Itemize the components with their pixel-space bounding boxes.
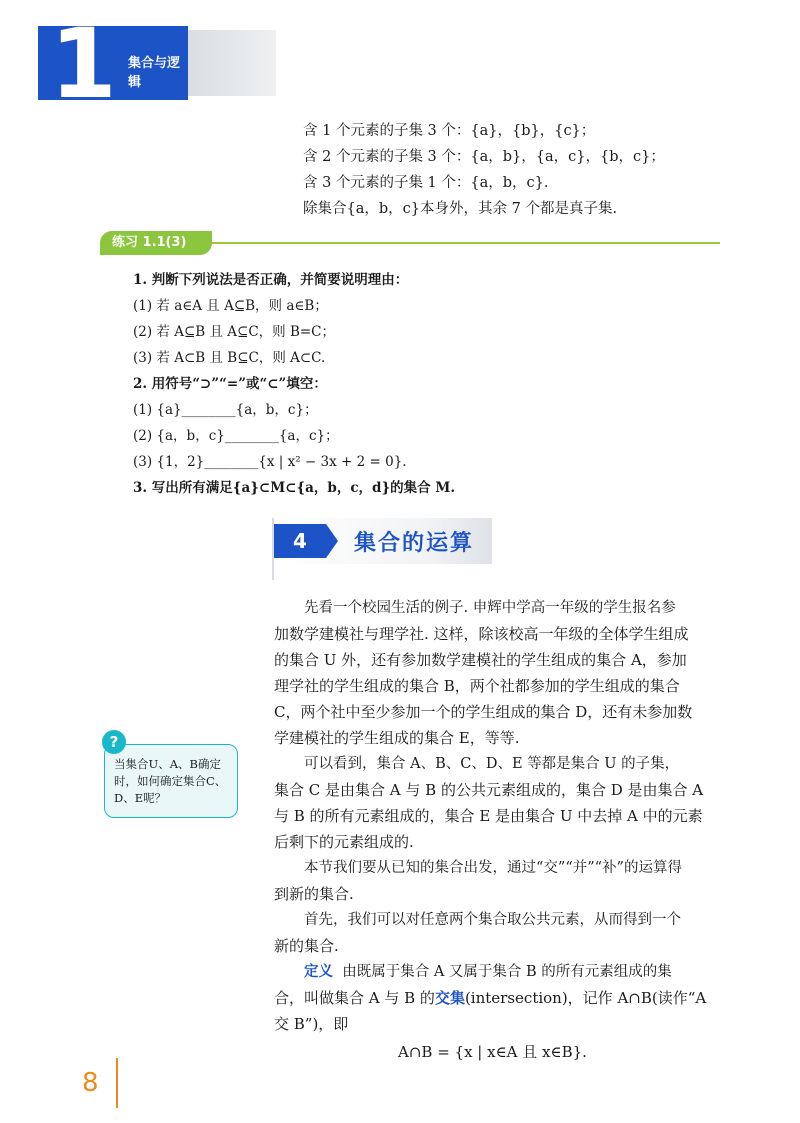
definition-term: 交集 — [434, 989, 465, 1007]
exercise-line: 2. 用符号“⊃”“=”或“⊂”填空： — [133, 376, 327, 392]
exercise-line: (1) {a}________{a，b，c}； — [133, 402, 318, 418]
exercise-line: (2) {a，b，c}________{a，c}； — [133, 428, 339, 444]
intro-line: 除集合{a，b，c}本身外，其余 7 个都是真子集. — [303, 201, 618, 217]
definition-line — [304, 960, 672, 984]
body-line: 新的集合. — [274, 937, 339, 955]
page-number-rule — [116, 1058, 118, 1108]
intro-line: 含 2 个元素的子集 3 个：{a，b}，{a，c}，{b，c}； — [303, 149, 665, 165]
chapter-number: 1 — [50, 8, 115, 120]
section-number: 4 — [274, 524, 326, 558]
definition-text: (intersection)，记作 A∩B(读作“A — [464, 989, 707, 1007]
definition-formula: A∩B = {x | x∈A 且 x∈B}. — [398, 1043, 587, 1061]
body-line: 集合 C 是由集合 A 与 B 的公共元素组成的，集合 D 是由集合 A — [274, 781, 704, 799]
chapter-title: 集合与逻辑 — [128, 56, 181, 90]
side-note-text: 当集合U、A、B确定时，如何确定集合C、D、E呢？ — [114, 757, 227, 805]
exercise-line: (2) 若 A⊆B 且 A⊆C，则 B=C； — [133, 324, 336, 340]
page-number: 8 — [82, 1068, 99, 1098]
body-line: 的集合 U 外，还有参加数学建模社的学生组成的集合 A，参加 — [274, 651, 687, 669]
exercise-line: 3. 写出所有满足{a}⊂M⊂{a，b，c，d}的集合 M. — [133, 480, 456, 496]
body-line: 后剩下的元素组成的. — [274, 833, 414, 851]
body-line: 先看一个校园生活的例子. 申辉中学高一年级的学生报名参 — [304, 600, 676, 616]
body-line: 本节我们要从已知的集合出发，通过“交”“并”“补”的运算得 — [304, 860, 682, 876]
body-line: 与 B 的所有元素组成的，集合 E 是由集合 U 中去掉 A 中的元素 — [274, 807, 703, 825]
body-line: 加数学建模社与理学社. 这样，除该校高一年级的全体学生组成 — [274, 625, 689, 643]
body-line: 可以看到，集合 A、B、C、D、E 等都是集合 U 的子集， — [304, 756, 680, 772]
definition-line — [274, 986, 706, 1010]
definition-label: 定义 — [304, 964, 333, 980]
body-line: 学建模社的学生组成的集合 E，等等. — [274, 729, 520, 747]
chapter-badge — [38, 8, 238, 120]
exercise-line: 1. 判断下列说法是否正确，并简要说明理由： — [133, 272, 409, 288]
body-line: 首先，我们可以对任意两个集合取公共元素，从而得到一个 — [304, 912, 681, 928]
exercise-line: (3) 若 A⊂B 且 B⊆C，则 A⊂C. — [133, 350, 326, 366]
practice-title: 练习 1.1(3) — [100, 231, 212, 255]
definition-text: 合，叫做集合 A 与 B 的 — [274, 989, 435, 1007]
chapter-badge-block — [38, 8, 188, 120]
body-line: 到新的集合. — [274, 885, 354, 903]
question-icon: ? — [102, 730, 126, 754]
body-line: C，两个社中至少参加一个的学生组成的集合 D，还有未参加数 — [274, 703, 693, 721]
section-arrow-icon — [326, 524, 338, 558]
body-line: 理学社的学生组成的集合 B，两个社都参加的学生组成的集合 — [274, 677, 680, 695]
definition-line: 交 B”)，即 — [274, 1015, 349, 1033]
exercise-line: (3) {1，2}________{x | x² − 3x + 2 = 0}. — [133, 454, 407, 470]
section-title: 集合的运算 — [354, 531, 475, 556]
intro-line: 含 3 个元素的子集 1 个：{a，b，c}. — [303, 175, 549, 191]
definition-text: 由既属于集合 A 又属于集合 B 的所有元素组成的集 — [342, 964, 672, 980]
section-header — [274, 518, 492, 564]
exercise-line: (1) 若 a∈A 且 A⊆B，则 a∈B； — [133, 298, 328, 314]
intro-line: 含 1 个元素的子集 3 个：{a}，{b}，{c}； — [303, 123, 596, 139]
